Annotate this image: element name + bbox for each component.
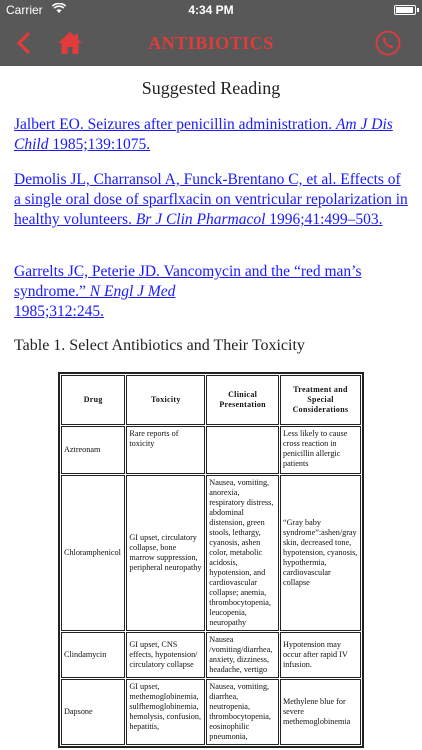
header-cell: Toxicity xyxy=(126,375,205,425)
reference-text: Jalbert EO. Seizures after penicillin administration. xyxy=(14,116,336,133)
status-time: 4:34 PM xyxy=(188,3,234,17)
reference-text: Demolis JL, Charransol A, Funck-Brentano C, et al. Effects of a single oral dose of sparflxacin on ventricular repolarization in healthy volunteers. xyxy=(14,171,408,228)
header-cell: Clinical Presentation xyxy=(206,375,279,425)
table-title: Table 1. Select Antibiotics and Their Toxicity xyxy=(14,337,305,354)
table-header-row xyxy=(61,375,361,425)
reference-link[interactable] xyxy=(14,171,408,228)
battery-icon xyxy=(394,5,416,15)
table-cell: GI upset, CNS effects, hypotension/ circulatory collapse xyxy=(126,632,205,678)
drug-cell: Aztreonam xyxy=(61,426,125,474)
phone-icon xyxy=(374,29,402,57)
table-cell: Nausea /vomiting/diarrhea, anxiety, dizziness, headache, vertigo xyxy=(206,632,279,678)
table-cell: Less likely to cause cross reaction in penicillin allergic patients xyxy=(280,426,361,474)
carrier-label: Carrier xyxy=(6,3,43,17)
reference-tail: 1985;312:245. xyxy=(14,303,104,320)
article-content xyxy=(0,66,422,750)
table-row xyxy=(61,632,361,678)
reference-item xyxy=(14,170,410,230)
reference-link[interactable] xyxy=(14,263,362,320)
reference-link[interactable] xyxy=(14,116,393,153)
reference-item xyxy=(14,115,410,155)
table-cell: GI upset, methemoglobinemia, sulfhemoglobinemia, hemolysis, confusion, hepatitis, xyxy=(126,679,205,745)
table-row xyxy=(61,426,361,474)
table-cell: Rare reports of toxicity xyxy=(126,426,205,474)
table-row xyxy=(61,679,361,745)
table-cell: “Gray baby syndrome”:ashen/gray skin, decreased tone, hypotension, cyanosis, hypothermia, cardiovascular collapse xyxy=(280,475,361,631)
reference-tail: 1996;41:499–503. xyxy=(265,211,383,228)
drug-cell: Chloramphenicol xyxy=(61,475,125,631)
drug-cell: Clindamycin xyxy=(61,632,125,678)
table-cell: Methylene blue for severe methemoglobinemia xyxy=(280,679,361,745)
reference-tail: 1985;139:1075. xyxy=(48,136,151,153)
header-cell: Drug xyxy=(61,375,125,425)
reference-item xyxy=(14,262,410,322)
table-cell: Nausea, vomiting, diarrhea, neutropenia, thrombocytopenia, eosinophilic pneumonia, xyxy=(206,679,279,745)
table-cell: Nausea, vomiting, anorexia, respiratory distress, abdominal distension, green stools, lethargy, cyanosis, ashen color, metabolic acidosis, hypotension, and cardiovascular collapse; anemia, thrombocytopenia, leucopenia, neuropathy xyxy=(206,475,279,631)
reference-text: Garrelts JC, Peterie JD. Vancomycin and the “red man’s syndrome.” xyxy=(14,263,362,300)
journal-name: Br J Clin Pharmacol xyxy=(135,211,266,228)
section-heading: Suggested Reading xyxy=(141,78,281,98)
nav-bar xyxy=(0,20,422,66)
journal-name: Am J Dis Child xyxy=(14,116,393,153)
battery-fill xyxy=(396,7,413,13)
status-bar xyxy=(0,0,422,20)
drug-cell: Dapsone xyxy=(61,679,125,745)
header-cell: Treatment and Special Considerations xyxy=(280,375,361,425)
call-button[interactable] xyxy=(374,29,402,57)
table-row xyxy=(61,475,361,631)
page-title: ANTIBIOTICS xyxy=(148,33,274,53)
toxicity-table xyxy=(58,372,364,748)
journal-name: N Engl J Med xyxy=(89,283,176,300)
table-cell: GI upset, circulatory collapse, bone marrow suppression, peripheral neuropathy xyxy=(126,475,205,631)
table-cell: Hypotension may occur after rapid IV infusion. xyxy=(280,632,361,678)
table-cell xyxy=(206,426,279,474)
